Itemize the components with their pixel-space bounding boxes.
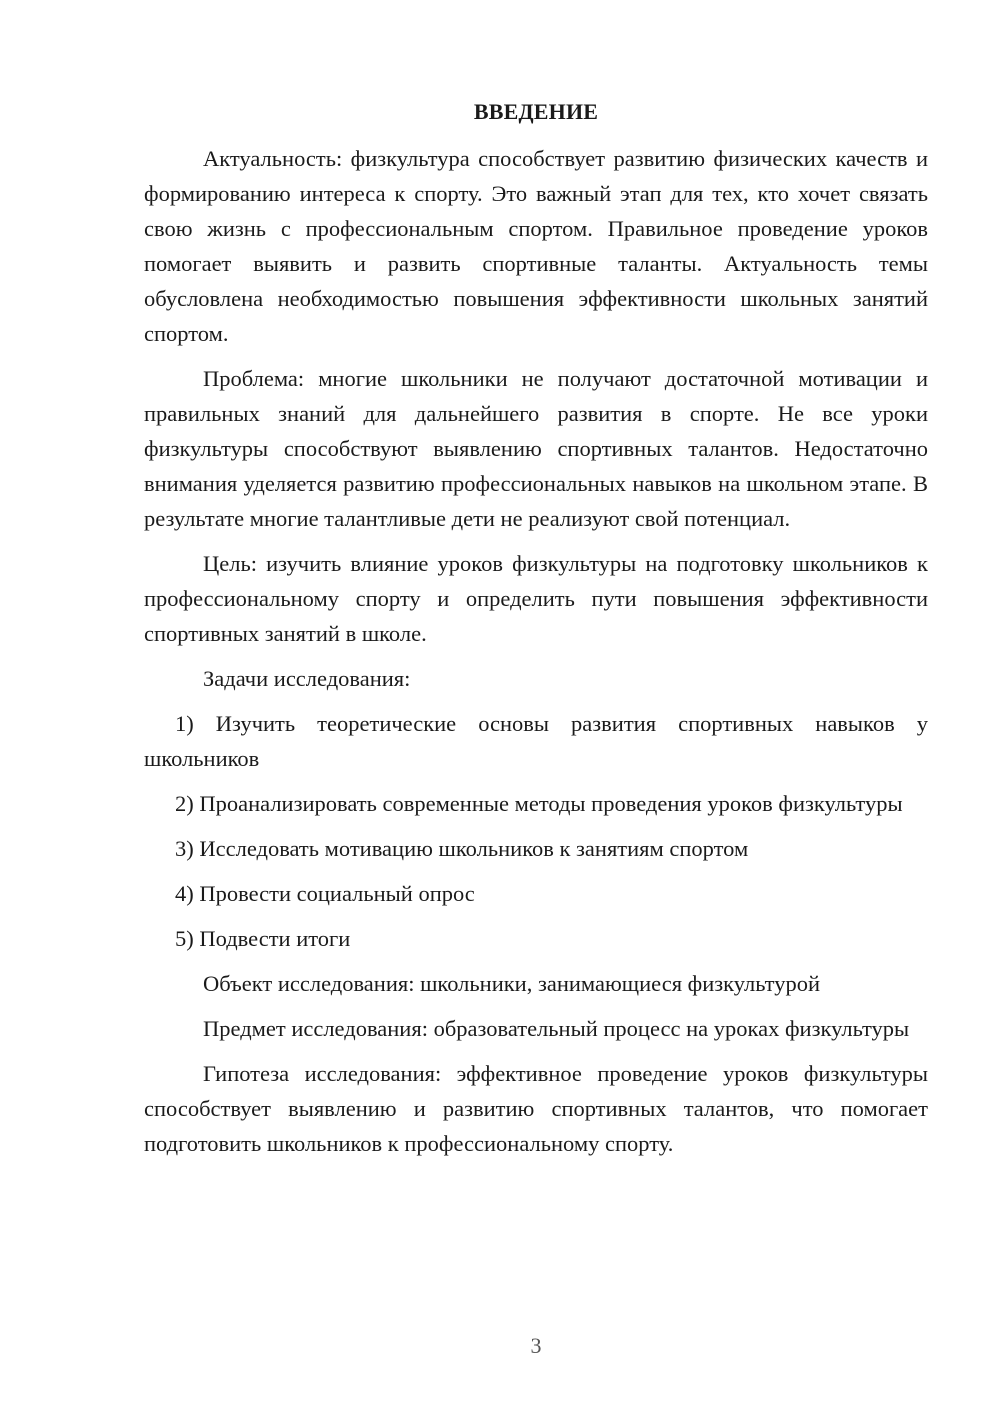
task-item-4: 4) Провести социальный опрос bbox=[175, 881, 475, 906]
task-item-1: 1) Изучить теоретические основы развития спортивных навыков у школьников bbox=[144, 711, 928, 771]
document-page bbox=[144, 94, 928, 1171]
task-item-2: 2) Проанализировать современные методы проведения уроков физкультуры bbox=[175, 791, 903, 816]
page-title: ВВЕДЕНИЕ bbox=[473, 99, 599, 124]
object-paragraph: Объект исследования: школьники, занимающиеся физкультурой bbox=[203, 971, 821, 996]
tasks-heading: Задачи исследования: bbox=[203, 666, 411, 691]
subject-paragraph: Предмет исследования: образовательный процесс на уроках физкультуры bbox=[203, 1016, 910, 1041]
goal-paragraph: Цель: изучить влияние уроков физкультуры на подготовку школьников к профессиональному спорту и определить пути повышения эффективности спортивных занятий в школе. bbox=[144, 551, 928, 646]
problem-paragraph: Проблема: многие школьники не получают достаточной мотивации и правильных знаний для дальнейшего развития в спорте. Не все уроки физкультуры способствуют выявлению спортивных талантов. Недостаточно внимания уделяется развитию профессиональных навыков на школьном этапе. В результате многие талантливые дети не реализуют свой потенциал. bbox=[144, 366, 928, 531]
relevance-paragraph: Актуальность: физкультура способствует развитию физических качеств и формированию интереса к спорту. Это важный этап для тех, кто хочет связать свою жизнь с профессиональным спортом. Правильное проведение уроков помогает выявить и развить спортивные таланты. Актуальность темы обусловлена необходимостью повышения эффективности школьных занятий спортом. bbox=[144, 146, 928, 346]
task-item-3: 3) Исследовать мотивацию школьников к занятиям спортом bbox=[175, 836, 749, 861]
task-item-5: 5) Подвести итоги bbox=[175, 926, 351, 951]
page-number: 3 bbox=[530, 1333, 542, 1358]
hypothesis-paragraph: Гипотеза исследования: эффективное проведение уроков физкультуры способствует выявлению и развитию спортивных талантов, что помогает подготовить школьников к профессиональному спорту. bbox=[144, 1061, 928, 1156]
